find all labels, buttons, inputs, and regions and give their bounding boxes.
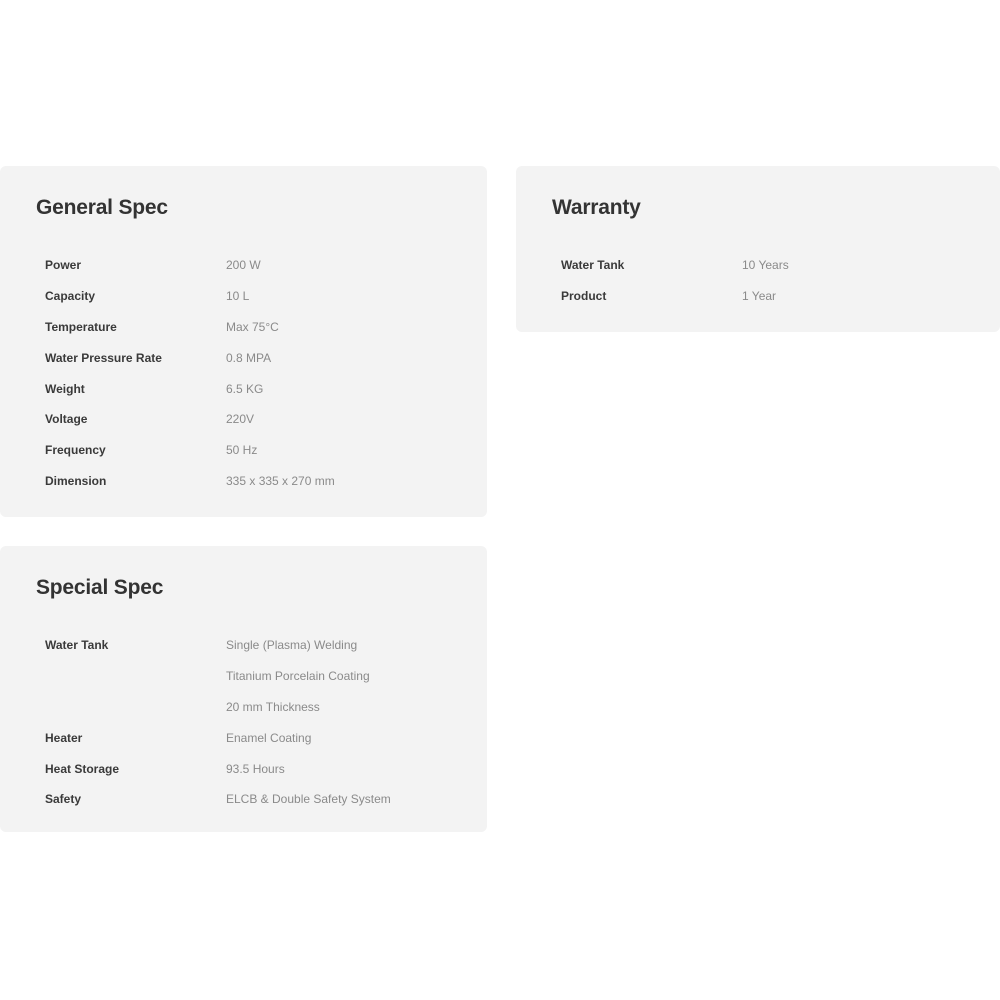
spec-value: ELCB & Double Safety System [226, 792, 391, 807]
table-row [45, 312, 335, 343]
spec-label: Weight [45, 381, 85, 396]
general-spec-card [0, 166, 487, 517]
spec-value: Titanium Porcelain Coating [226, 668, 370, 683]
spec-value: Enamel Coating [226, 730, 312, 745]
warranty-table [561, 250, 789, 312]
spec-value: Single (Plasma) Welding [226, 638, 358, 652]
table-row [45, 466, 335, 497]
spec-label: Frequency [45, 443, 106, 458]
spec-value: 200 W [226, 258, 261, 273]
spec-label: Heater [45, 730, 83, 745]
general-spec-table [45, 250, 335, 496]
table-row [45, 250, 335, 281]
spec-value: 50 Hz [226, 443, 258, 458]
spec-value: 0.8 MPA [226, 350, 272, 365]
special-spec-card [0, 546, 487, 832]
spec-value: 1 Year [742, 289, 777, 304]
table-row [45, 404, 335, 435]
table-row [561, 250, 789, 281]
spec-label: Capacity [45, 289, 96, 304]
spec-label: Voltage [45, 412, 88, 427]
table-row [45, 281, 335, 312]
warranty-title: Warranty [552, 196, 641, 219]
table-row [45, 630, 391, 722]
table-row [45, 435, 335, 466]
spec-label: Product [561, 289, 607, 304]
spec-label: Dimension [45, 473, 107, 488]
spec-label: Power [45, 258, 82, 273]
spec-label: Safety [45, 792, 82, 807]
spec-value: 220V [226, 412, 255, 427]
spec-value: 20 mm Thickness [226, 699, 320, 714]
spec-value: 10 L [226, 289, 250, 304]
spec-value: Max 75°C [226, 319, 279, 334]
spec-value: 6.5 KG [226, 381, 264, 396]
spec-value: 10 Years [742, 258, 789, 273]
table-row [45, 753, 391, 784]
spec-label: Water Pressure Rate [45, 350, 162, 365]
spec-value-group [226, 630, 391, 722]
spec-label: Water Tank [561, 258, 625, 273]
special-spec-table [45, 630, 391, 815]
table-row [45, 784, 391, 815]
table-row [45, 722, 391, 753]
general-spec-title: General Spec [36, 196, 168, 219]
table-row [45, 373, 335, 404]
spec-value: 93.5 Hours [226, 761, 285, 776]
spec-label: Heat Storage [45, 761, 120, 776]
special-spec-title: Special Spec [36, 576, 164, 599]
spec-label: Water Tank [45, 638, 109, 652]
table-row [45, 342, 335, 373]
warranty-card [516, 166, 1000, 332]
spec-label: Temperature [45, 319, 117, 334]
table-row [561, 281, 789, 312]
spec-value: 335 x 335 x 270 mm [226, 473, 335, 488]
